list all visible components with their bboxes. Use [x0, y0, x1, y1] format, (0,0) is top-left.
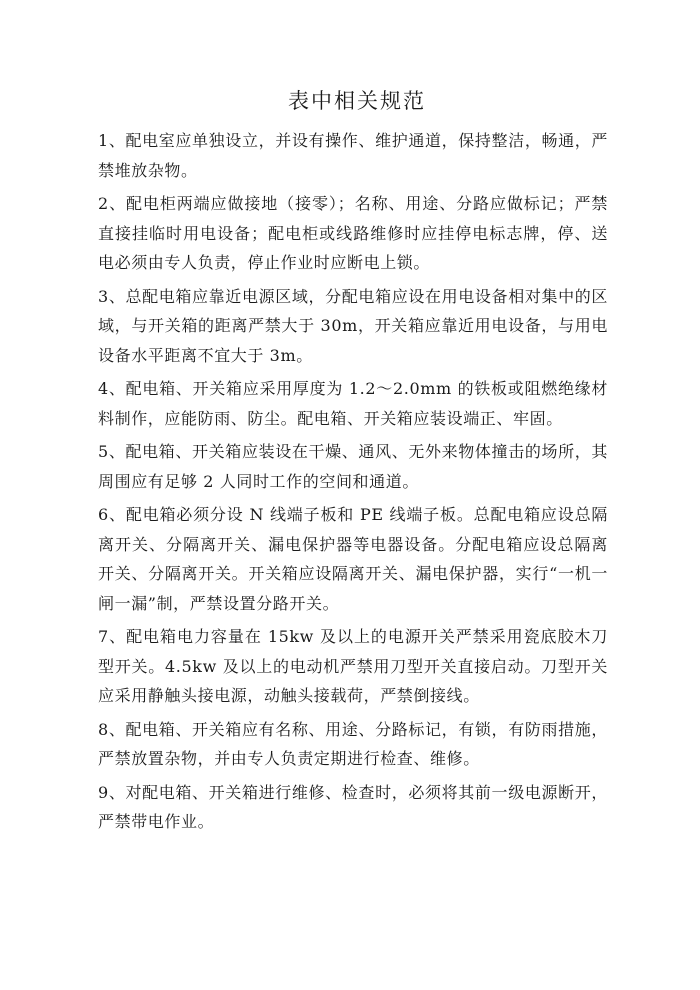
document-title: 表中相关规范: [288, 89, 426, 113]
rules-list: [98, 126, 608, 837]
rule-item-6: 6、配电箱必须分设 N 线端子板和 PE 线端子板。总配电箱应设总隔离开关、分隔离开关、漏电保护器等电器设备。分配电箱应设总隔离开关、分隔离开关。开关箱应设隔离开关、漏电保护器，实行“一机一闸一漏”制，严禁设置分路开关。: [98, 505, 608, 613]
rule-item-9: 9、对配电箱、开关箱进行维修、检查时，必须将其前一级电源断开，严禁带电作业。: [98, 782, 608, 831]
rule-item-3: 3、总配电箱应靠近电源区域，分配电箱应设在用电设备相对集中的区域，与开关箱的距离严禁大于 30m，开关箱应靠近用电设备，与用电设备水平距离不宜大于 3m。: [98, 286, 608, 365]
rule-item-4: 4、配电箱、开关箱应采用厚度为 1.2～2.0mm 的铁板或阻燃绝缘材料制作，应能防雨、防尘。配电箱、开关箱应装设端正、牢固。: [98, 379, 608, 428]
rule-item-1: 1、配电室应单独设立，并设有操作、维护通道，保持整洁，畅通，严禁堆放杂物。: [98, 131, 608, 180]
rule-item-5: 5、配电箱、开关箱应装设在干燥、通风、无外来物体撞击的场所，其周围应有足够 2 人同时工作的空间和通道。: [98, 442, 608, 491]
rule-item-2: 2、配电柜两端应做接地（接零）；名称、用途、分路应做标记；严禁直接挂临时用电设备；配电柜或线路维修时应挂停电标志牌，停、送电必须由专人负责，停止作业时应断电上锁。: [98, 194, 608, 272]
rule-item-8: 8、配电箱、开关箱应有名称、用途、分路标记，有锁，有防雨措施，严禁放置杂物，并由专人负责定期进行检查、维修。: [98, 719, 608, 768]
rule-item-7: 7、配电箱电力容量在 15kw 及以上的电源开关严禁采用瓷底胶木刀型开关。4.5kw 及以上的电动机严禁用刀型开关直接启动。刀型开关应采用静触头接电源，动触头接载荷，严禁倒接线。: [98, 627, 608, 705]
